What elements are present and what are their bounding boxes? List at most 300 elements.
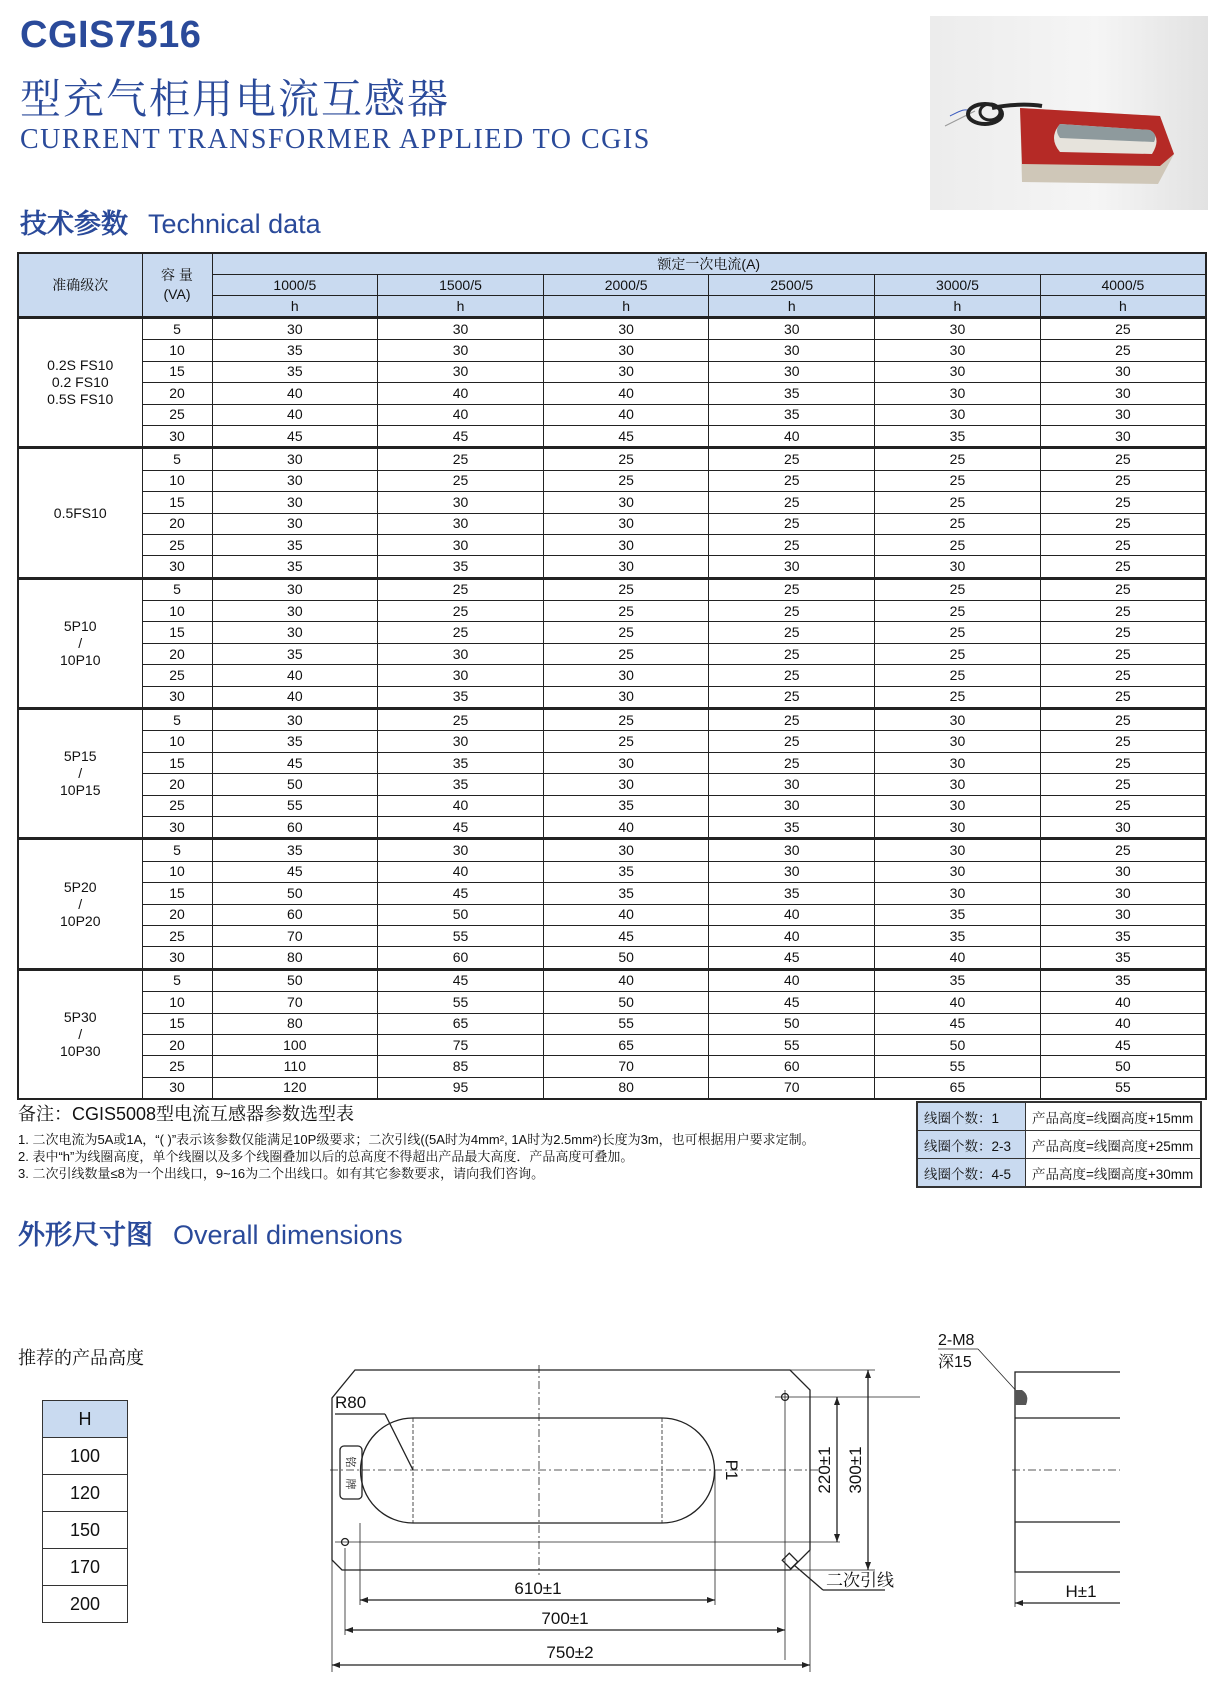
height-cell: 45 [543,925,709,946]
height-cell: 30 [875,731,1041,752]
technical-data-heading [20,202,321,241]
height-cell: 30 [212,318,378,340]
capacity-cell: 25 [142,534,212,555]
height-cell: 25 [543,622,709,643]
table-row [18,425,1206,447]
height-cell: 30 [875,774,1041,795]
height-cell: 100 [212,1034,378,1055]
height-cell: 30 [212,709,378,731]
header-capacity-label: 容 量 [161,267,193,283]
table-row [18,1077,1206,1099]
product-title-cn: 型充气柜用电流互感器 [20,76,450,122]
height-cell: 30 [1040,425,1206,447]
height-cell: 40 [378,861,544,882]
capacity-cell: 25 [142,795,212,816]
height-cell: 50 [212,883,378,904]
height-cell: 55 [378,992,544,1013]
height-cell: 25 [378,601,544,622]
height-cell: 55 [1040,1077,1206,1099]
table-row [18,774,1206,795]
accuracy-class-label: / [78,895,83,912]
capacity-cell: 10 [142,601,212,622]
accuracy-class-label: 0.2 FS10 [51,374,109,391]
height-cell: 45 [378,816,544,838]
height-cell: 25 [1040,709,1206,731]
height-cell: 40 [709,969,875,991]
height-cell: 25 [875,686,1041,708]
height-cell: 40 [709,425,875,447]
header-ratio: 2500/5 [709,275,875,296]
height-cell: 45 [212,861,378,882]
height-cell: 30 [378,839,544,861]
height-cell: 40 [543,404,709,425]
height-cell: 25 [1040,556,1206,578]
height-cell: 30 [875,556,1041,578]
height-cell: 35 [212,556,378,578]
height-cell: 70 [212,992,378,1013]
table-row [18,992,1206,1013]
table-row [18,947,1206,969]
table-row [18,383,1206,404]
table-row [18,578,1206,600]
height-cell: 55 [875,1056,1041,1077]
table-row [18,816,1206,838]
height-cell: 65 [875,1077,1041,1099]
height-cell: 30 [212,513,378,534]
height-cell: 50 [543,947,709,969]
height-cell: 80 [212,947,378,969]
table-row [18,1056,1206,1077]
height-cell: 35 [378,774,544,795]
capacity-cell: 15 [142,492,212,513]
height-cell: 35 [378,556,544,578]
height-value: 100 [43,1438,128,1475]
capacity-cell: 20 [142,904,212,925]
height-cell: 30 [543,318,709,340]
height-cell: 35 [709,383,875,404]
height-cell: 25 [543,578,709,600]
p1-label: P1 [722,1459,741,1481]
height-cell: 35 [212,340,378,361]
coil-row [917,1131,1201,1159]
height-cell: 30 [378,513,544,534]
nameplate-label-bottom: 牌 [344,1478,356,1490]
height-cell: 35 [875,904,1041,925]
height-cell: 70 [709,1077,875,1099]
height-cell: 30 [875,839,1041,861]
capacity-cell: 15 [142,361,212,382]
recommended-height-label: 推荐的产品高度 [18,1348,144,1368]
height-cell: 80 [543,1077,709,1099]
height-cell: 25 [1040,492,1206,513]
capacity-cell: 20 [142,774,212,795]
table-row [18,470,1206,491]
dimensions-heading-en: Overall dimensions [173,1220,403,1250]
accuracy-class-label: 10P30 [60,1042,101,1059]
height-cell: 25 [709,665,875,686]
height-cell: 35 [543,883,709,904]
height-cell: 25 [709,709,875,731]
accuracy-class-label: 10P10 [60,651,101,668]
height-cell: 30 [709,361,875,382]
height-cell: 40 [875,992,1041,1013]
height-cell: 25 [543,601,709,622]
capacity-cell: 15 [142,622,212,643]
height-cell: 25 [875,622,1041,643]
table-row [18,340,1206,361]
window-slot [361,1418,715,1523]
table-row [18,601,1206,622]
product-height-rule: 产品高度=线圈高度+25mm [1026,1131,1202,1159]
height-cell: 45 [543,425,709,447]
height-cell: 40 [212,686,378,708]
height-value: 200 [43,1586,128,1623]
height-cell: 30 [875,816,1041,838]
height-cell: 95 [378,1077,544,1099]
height-cell: 30 [1040,404,1206,425]
height-cell: 50 [378,904,544,925]
height-cell: 45 [709,947,875,969]
height-cell: 35 [212,643,378,664]
height-cell: 25 [1040,578,1206,600]
current-transformer-image [930,16,1208,210]
header-capacity [142,253,212,318]
height-cell: 25 [875,448,1041,470]
capacity-cell: 25 [142,925,212,946]
height-cell: 25 [875,534,1041,555]
header-unit-h: h [212,296,378,318]
height-cell: 55 [709,1034,875,1055]
height-cell: 25 [378,709,544,731]
height-cell: 30 [1040,361,1206,382]
height-cell: 30 [212,492,378,513]
height-cell: 30 [875,404,1041,425]
coil-row [917,1159,1201,1188]
header-ratio: 4000/5 [1040,275,1206,296]
dim-220: 220±1 [815,1446,834,1494]
height-cell: 30 [378,361,544,382]
height-cell: 25 [709,492,875,513]
capacity-cell: 25 [142,665,212,686]
height-cell: 25 [378,578,544,600]
height-cell: 30 [543,492,709,513]
table-row [18,904,1206,925]
height-cell: 55 [212,795,378,816]
height-cell: 30 [212,448,378,470]
capacity-cell: 25 [142,1056,212,1077]
height-cell: 35 [543,861,709,882]
height-cell: 35 [875,969,1041,991]
accuracy-class-cell [18,839,142,969]
height-cell: 25 [709,622,875,643]
height-value: 120 [43,1475,128,1512]
coil-count-table [916,1101,1202,1188]
table-row [18,731,1206,752]
accuracy-class-label: 5P20 [63,878,97,895]
height-cell: 25 [1040,686,1206,708]
accuracy-class-label: 10P15 [60,782,101,799]
height-cell: 35 [709,883,875,904]
nameplate-label-top: 铭 [344,1456,356,1468]
height-cell: 25 [709,448,875,470]
height-cell: 25 [1040,470,1206,491]
capacity-cell: 10 [142,861,212,882]
side-view-drawing [930,1325,1120,1615]
header-ratio: 3000/5 [875,275,1041,296]
table-row [18,643,1206,664]
accuracy-class-cell [18,969,142,1099]
coil-count: 线圈个数：2-3 [917,1131,1026,1159]
accuracy-class-label: 5P30 [63,1008,97,1025]
height-cell: 30 [875,861,1041,882]
height-cell: 60 [212,904,378,925]
table-row [18,665,1206,686]
capacity-cell: 30 [142,816,212,838]
height-cell: 25 [1040,601,1206,622]
height-cell: 30 [709,861,875,882]
table-row [18,752,1206,773]
height-cell: 45 [212,752,378,773]
height-cell: 40 [378,795,544,816]
height-cell: 25 [543,470,709,491]
height-cell: 30 [1040,883,1206,904]
capacity-cell: 5 [142,318,212,340]
capacity-cell: 30 [142,425,212,447]
height-cell: 50 [1040,1056,1206,1077]
accuracy-class-label: / [78,765,83,782]
height-cell: 85 [378,1056,544,1077]
height-cell: 35 [1040,969,1206,991]
technical-data-heading-en: Technical data [148,209,321,239]
height-cell: 110 [212,1056,378,1077]
height-cell: 35 [543,795,709,816]
table-row [18,556,1206,578]
height-cell: 25 [1040,534,1206,555]
notes-block [18,1100,918,1182]
height-cell: 60 [709,1056,875,1077]
thread-hole [1015,1390,1027,1405]
table-row [18,404,1206,425]
height-cell: 25 [1040,318,1206,340]
height-value: 150 [43,1512,128,1549]
recommended-height-table [42,1400,128,1623]
height-cell: 25 [1040,795,1206,816]
height-cell: 30 [543,839,709,861]
height-cell: 25 [543,731,709,752]
note-line: 1. 二次电流为5A或1A，“( )”表示该参数仅能满足10P级要求；二次引线((5A时为4mm², 1A时为2.5mm²)长度为3m，也可根据用户要求定制。 [18,1132,815,1147]
height-cell: 35 [709,404,875,425]
height-cell: 45 [1040,1034,1206,1055]
height-cell: 30 [543,513,709,534]
height-cell: 40 [543,383,709,404]
height-cell: 30 [212,601,378,622]
header-capacity-unit: (VA) [163,286,191,302]
secondary-lead-label: 二次引线 [826,1571,894,1590]
height-cell: 30 [378,643,544,664]
height-cell: 30 [378,665,544,686]
height-cell: 30 [709,839,875,861]
height-cell: 25 [378,448,544,470]
header-rated-current: 额定一次电流(A) [212,253,1206,275]
table-row [18,1013,1206,1034]
table-row [18,925,1206,946]
height-cell: 25 [1040,622,1206,643]
height-cell: 30 [709,318,875,340]
header-unit-h: h [378,296,544,318]
height-cell: 25 [709,752,875,773]
accuracy-class-cell [18,318,142,448]
height-cell: 25 [709,601,875,622]
height-cell: 25 [875,578,1041,600]
height-cell: 40 [709,925,875,946]
front-view-drawing [320,1360,920,1690]
height-cell: 75 [378,1034,544,1055]
height-cell: 25 [875,470,1041,491]
capacity-cell: 20 [142,383,212,404]
height-cell: 25 [543,643,709,664]
table-row [18,448,1206,470]
height-cell: 25 [1040,448,1206,470]
capacity-cell: 5 [142,839,212,861]
header-ratio: 1500/5 [378,275,544,296]
nameplate [340,1446,362,1499]
height-cell: 70 [212,925,378,946]
height-cell: 30 [709,340,875,361]
height-cell: 30 [378,318,544,340]
coil-count: 线圈个数：4-5 [917,1159,1026,1188]
height-cell: 35 [212,731,378,752]
height-cell: 30 [212,470,378,491]
header-unit-h: h [875,296,1041,318]
accuracy-class-label: 0.2S FS10 [47,357,114,374]
height-cell: 30 [543,665,709,686]
height-cell: 30 [709,774,875,795]
height-cell: 25 [709,578,875,600]
height-cell: 30 [709,556,875,578]
dimensions-heading [18,1213,403,1252]
height-cell: 35 [709,816,875,838]
height-cell: 30 [709,795,875,816]
capacity-cell: 30 [142,1077,212,1099]
header-ratio: 1000/5 [212,275,378,296]
table-row [18,534,1206,555]
product-title-en: CURRENT TRANSFORMER APPLIED TO CGIS [20,124,651,155]
height-cell: 25 [875,513,1041,534]
table-row [18,686,1206,708]
accuracy-class-cell [18,448,142,578]
height-cell: 30 [875,383,1041,404]
height-cell: 35 [875,925,1041,946]
height-cell: 30 [543,774,709,795]
height-cell: 35 [212,361,378,382]
capacity-cell: 10 [142,731,212,752]
capacity-cell: 25 [142,404,212,425]
capacity-cell: 5 [142,448,212,470]
table-row [18,861,1206,882]
technical-data-table [17,252,1207,1100]
height-cell: 30 [543,752,709,773]
height-cell: 45 [378,969,544,991]
dim-750: 750±2 [546,1643,594,1662]
capacity-cell: 15 [142,883,212,904]
height-cell: 25 [1040,774,1206,795]
model-number: CGIS7516 [20,14,202,56]
height-cell: 25 [1040,513,1206,534]
height-cell: 55 [543,1013,709,1034]
height-cell: 40 [1040,992,1206,1013]
capacity-cell: 30 [142,947,212,969]
table-row [18,883,1206,904]
height-cell: 35 [212,839,378,861]
height-cell: 40 [543,816,709,838]
height-cell: 50 [875,1034,1041,1055]
table-row [18,839,1206,861]
height-cell: 30 [875,752,1041,773]
height-cell: 45 [875,1013,1041,1034]
header-unit-h: h [709,296,875,318]
accuracy-class-label: 10P20 [60,912,101,929]
table-row [18,1034,1206,1055]
dim-610: 610±1 [514,1579,562,1598]
table-row [18,969,1206,991]
height-cell: 40 [378,383,544,404]
side-outline [1015,1372,1120,1572]
height-cell: 35 [378,686,544,708]
height-cell: 25 [875,643,1041,664]
height-cell: 25 [1040,731,1206,752]
height-cell: 45 [378,883,544,904]
height-cell: 40 [378,404,544,425]
table-row [18,361,1206,382]
product-height-rule: 产品高度=线圈高度+30mm [1026,1159,1202,1188]
height-cell: 60 [212,816,378,838]
table-row [18,318,1206,340]
height-cell: 120 [212,1077,378,1099]
height-cell: 25 [1040,643,1206,664]
thread-spec: 2-M8 [938,1332,975,1349]
capacity-cell: 10 [142,992,212,1013]
height-cell: 35 [378,752,544,773]
height-cell: 30 [875,883,1041,904]
height-cell: 30 [875,709,1041,731]
table-row [18,513,1206,534]
height-cell: 40 [875,947,1041,969]
height-cell: 30 [543,361,709,382]
capacity-cell: 20 [142,643,212,664]
accuracy-class-label: 0.5FS10 [53,504,107,521]
height-cell: 25 [709,513,875,534]
capacity-cell: 30 [142,686,212,708]
height-cell: 40 [543,904,709,925]
height-cell: 25 [1040,665,1206,686]
height-cell: 25 [709,470,875,491]
height-cell: 30 [543,556,709,578]
height-cell: 25 [378,470,544,491]
height-cell: 30 [378,340,544,361]
accuracy-class-label: / [78,1025,83,1042]
accuracy-class-cell [18,578,142,708]
table-row [18,622,1206,643]
dim-height: H±1 [1065,1582,1097,1601]
height-cell: 25 [378,622,544,643]
height-cell: 40 [543,969,709,991]
height-cell: 50 [709,1013,875,1034]
accuracy-class-label: / [78,634,83,651]
product-photo [930,16,1208,210]
height-cell: 40 [212,404,378,425]
capacity-cell: 15 [142,1013,212,1034]
note-line: 2. 表中“h”为线圈高度，单个线圈以及多个线圈叠加以后的总高度不得超出产品最大高度．产品高度可叠加。 [18,1149,634,1164]
